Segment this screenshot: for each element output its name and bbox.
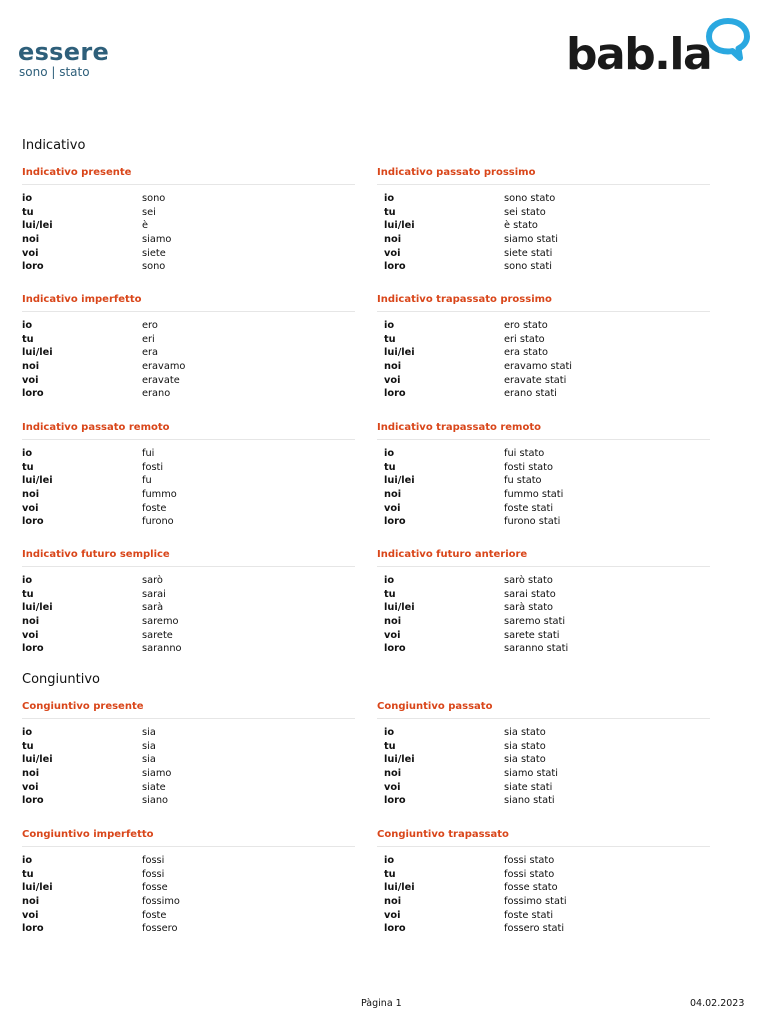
tense-divider	[22, 566, 355, 567]
pronoun: tu	[22, 588, 34, 600]
conjugation-row	[22, 233, 355, 247]
verb-form: sono	[142, 193, 166, 204]
conjugation-row	[377, 260, 710, 274]
pronoun: loro	[22, 261, 44, 273]
conjugation-row	[22, 726, 355, 740]
conjugation-row	[377, 881, 710, 895]
tense-divider	[22, 718, 355, 719]
pronoun: lui/lei	[384, 754, 415, 766]
verb-form: sarà	[142, 602, 164, 614]
verb-form: sarò stato	[504, 575, 553, 586]
verb-form: sarà stato	[504, 602, 554, 614]
verb-form: era	[142, 347, 159, 359]
pronoun: tu	[384, 333, 396, 345]
conjugation-row	[22, 447, 355, 461]
conjugation-row	[377, 461, 710, 475]
tense-title: Indicativo futuro anteriore	[377, 549, 528, 560]
verb-form: fosti stato	[504, 461, 554, 473]
pronoun: noi	[22, 896, 40, 908]
verb-form: fu	[142, 475, 152, 487]
conjugation-row	[377, 333, 710, 347]
pronoun: lui/lei	[22, 220, 53, 232]
pronoun: lui/lei	[22, 347, 53, 359]
tense-title: Indicativo presente	[22, 167, 132, 178]
verb-principal-parts: sono | stato	[19, 65, 90, 79]
tense-title: Indicativo passato prossimo	[377, 167, 536, 178]
verb-form: eri	[142, 333, 155, 345]
conjugation-row	[22, 794, 355, 808]
verb-form: fui	[142, 448, 155, 459]
verb-form: eravate	[142, 374, 180, 386]
verb-form: sarete	[142, 629, 173, 641]
conjugation-row	[377, 854, 710, 868]
pronoun: tu	[22, 868, 34, 880]
verb-form: siamo	[142, 768, 172, 780]
conjugation-row	[377, 868, 710, 882]
tense-divider	[22, 439, 355, 440]
conjugation-row	[22, 319, 355, 333]
section-heading-congiuntivo: Congiuntivo	[22, 672, 100, 687]
conjugation-row	[377, 247, 710, 261]
section-heading-indicativo: Indicativo	[22, 138, 86, 153]
tense-title: Indicativo imperfetto	[22, 294, 142, 305]
pronoun: loro	[384, 923, 406, 935]
tense-block	[377, 828, 710, 936]
tense-title: Congiuntivo passato	[377, 701, 493, 712]
verb-form: siete stati	[504, 247, 553, 259]
verb-form: fossi stato	[504, 855, 555, 866]
conjugation-row	[22, 574, 355, 588]
pronoun: loro	[384, 516, 406, 528]
verb-form: siano stati	[504, 795, 555, 807]
tense-block	[377, 421, 710, 529]
conjugation-row	[377, 319, 710, 333]
pronoun: voi	[384, 781, 401, 793]
conjugation-row	[377, 726, 710, 740]
tense-block	[22, 548, 355, 656]
pronoun: lui/lei	[384, 347, 415, 359]
verb-form: sarai stato	[504, 588, 556, 600]
conjugation-row	[22, 333, 355, 347]
conjugation-row	[377, 740, 710, 754]
tense-divider	[377, 718, 710, 719]
pronoun: io	[22, 193, 33, 204]
pronoun: noi	[22, 616, 40, 628]
tense-block	[377, 166, 710, 274]
conjugation-row	[377, 922, 710, 936]
verb-form: sia stato	[504, 727, 546, 738]
pronoun: lui/lei	[22, 754, 53, 766]
conjugation-row	[22, 488, 355, 502]
conjugation-row	[377, 642, 710, 656]
pronoun: tu	[384, 206, 396, 218]
pronoun: voi	[384, 374, 401, 386]
pronoun: voi	[384, 909, 401, 921]
conjugation-row	[377, 767, 710, 781]
pronoun: noi	[384, 768, 402, 780]
conjugation-row	[377, 515, 710, 529]
tense-divider	[22, 311, 355, 312]
pronoun: io	[22, 855, 33, 866]
verb-form: fummo	[142, 489, 177, 501]
verb-form: siamo stati	[504, 234, 558, 246]
verb-form: sono stato	[504, 193, 556, 204]
verb-form: sono stati	[504, 261, 552, 273]
pronoun: io	[384, 320, 395, 331]
verb-form: foste stati	[504, 502, 554, 514]
verb-form: fossimo	[142, 896, 180, 908]
pronoun: voi	[22, 247, 39, 259]
conjugation-row	[22, 601, 355, 615]
pronoun: voi	[22, 629, 39, 641]
conjugation-row	[377, 629, 710, 643]
verb-form: siate stati	[504, 781, 553, 793]
conjugation-row	[377, 601, 710, 615]
conjugation-row	[22, 909, 355, 923]
pronoun: io	[22, 727, 33, 738]
conjugation-row	[377, 387, 710, 401]
conjugation-row	[22, 260, 355, 274]
pronoun: loro	[384, 795, 406, 807]
verb-form: sarete stati	[504, 629, 560, 641]
verb-form: fossi	[142, 855, 165, 866]
pronoun: loro	[22, 643, 44, 655]
verb-form: siamo	[142, 234, 172, 246]
tense-block	[22, 166, 355, 274]
footer-date: 04.02.2023	[690, 998, 745, 1009]
pronoun: tu	[22, 333, 34, 345]
tense-divider	[377, 846, 710, 847]
tense-title: Indicativo futuro semplice	[22, 549, 170, 560]
conjugation-row	[377, 781, 710, 795]
verb-form: era stato	[504, 347, 548, 359]
pronoun: io	[384, 855, 395, 866]
verb-form: foste	[142, 909, 167, 921]
pronoun: voi	[22, 502, 39, 514]
verb-form: siate	[142, 781, 166, 793]
verb-form: ero	[142, 320, 158, 331]
conjugation-row	[22, 868, 355, 882]
verb-form: erano stati	[504, 388, 557, 400]
page-header	[0, 0, 768, 110]
tense-title: Congiuntivo trapassato	[377, 829, 509, 840]
conjugation-row	[22, 854, 355, 868]
verb-form: sei stato	[504, 206, 546, 218]
conjugation-row	[22, 753, 355, 767]
pronoun: voi	[384, 629, 401, 641]
conjugation-row	[22, 740, 355, 754]
pronoun: loro	[22, 388, 44, 400]
verb-form: sei	[142, 206, 156, 218]
verb-form: fossero stati	[504, 923, 565, 935]
conjugation-row	[22, 206, 355, 220]
pronoun: loro	[22, 923, 44, 935]
pronoun: loro	[384, 388, 406, 400]
verb-form: furono	[142, 516, 174, 528]
verb-form: eravamo stati	[504, 361, 573, 373]
conjugation-row	[377, 206, 710, 220]
verb-title: essere	[18, 38, 110, 66]
verb-form: eri stato	[504, 333, 545, 345]
pronoun: io	[22, 575, 33, 586]
conjugation-row	[22, 192, 355, 206]
verb-form: saranno stati	[504, 643, 569, 655]
verb-form: siamo stati	[504, 768, 558, 780]
verb-form: sia stato	[504, 754, 546, 766]
tense-title: Indicativo trapassato prossimo	[377, 294, 552, 305]
pronoun: noi	[384, 361, 402, 373]
verb-form: sarai	[142, 588, 166, 600]
verb-form: saranno	[142, 643, 182, 655]
conjugation-row	[377, 909, 710, 923]
footer-page-number: Pàgina 1	[361, 998, 402, 1009]
tense-block	[22, 700, 355, 808]
verb-form: saremo stati	[504, 616, 566, 628]
speech-bubble-icon	[706, 18, 750, 62]
pronoun: io	[384, 448, 395, 459]
pronoun: noi	[384, 489, 402, 501]
tense-divider	[377, 439, 710, 440]
conjugation-row	[377, 346, 710, 360]
conjugation-row	[22, 374, 355, 388]
tense-divider	[22, 846, 355, 847]
pronoun: tu	[22, 461, 34, 473]
pronoun: voi	[22, 781, 39, 793]
conjugation-row	[22, 922, 355, 936]
verb-form: siete	[142, 247, 166, 259]
verb-form: eravate stati	[504, 374, 567, 386]
conjugation-row	[22, 247, 355, 261]
pronoun: noi	[384, 896, 402, 908]
conjugation-row	[377, 233, 710, 247]
pronoun: tu	[384, 740, 396, 752]
conjugation-row	[377, 794, 710, 808]
conjugation-row	[377, 219, 710, 233]
conjugation-row	[22, 767, 355, 781]
tense-title: Indicativo trapassato remoto	[377, 422, 541, 433]
pronoun: lui/lei	[22, 475, 53, 487]
pronoun: noi	[22, 234, 40, 246]
conjugation-row	[22, 615, 355, 629]
conjugation-row	[377, 615, 710, 629]
conjugation-row	[377, 588, 710, 602]
conjugation-row	[22, 881, 355, 895]
pronoun: lui/lei	[384, 602, 415, 614]
conjugation-row	[22, 474, 355, 488]
conjugation-row	[22, 461, 355, 475]
conjugation-row	[22, 360, 355, 374]
tense-title: Congiuntivo imperfetto	[22, 829, 154, 840]
verb-form: fu stato	[504, 475, 542, 487]
tense-divider	[377, 311, 710, 312]
pronoun: lui/lei	[384, 475, 415, 487]
pronoun: tu	[22, 740, 34, 752]
tense-block	[22, 828, 355, 936]
tense-divider	[377, 566, 710, 567]
conjugation-row	[377, 502, 710, 516]
conjugation-row	[22, 895, 355, 909]
verb-form: sia	[142, 754, 156, 766]
verb-form: sia	[142, 727, 156, 738]
pronoun: lui/lei	[384, 882, 415, 894]
verb-form: eravamo	[142, 361, 186, 373]
pronoun: noi	[384, 234, 402, 246]
conjugation-row	[22, 515, 355, 529]
verb-form: fossimo stati	[504, 896, 567, 908]
conjugation-row	[22, 642, 355, 656]
pronoun: tu	[384, 588, 396, 600]
verb-form: siano	[142, 795, 169, 807]
conjugation-row	[22, 781, 355, 795]
pronoun: io	[384, 727, 395, 738]
babla-logo[interactable]	[566, 18, 756, 82]
pronoun: lui/lei	[22, 602, 53, 614]
conjugation-row	[377, 474, 710, 488]
conjugation-row	[22, 502, 355, 516]
pronoun: voi	[22, 374, 39, 386]
verb-form: fosse	[142, 882, 168, 894]
conjugation-row	[377, 360, 710, 374]
verb-form: fossi	[142, 868, 165, 880]
pronoun: loro	[384, 261, 406, 273]
conjugation-row	[377, 488, 710, 502]
verb-form: fummo stati	[504, 489, 564, 501]
verb-form: foste	[142, 502, 167, 514]
pronoun: io	[22, 320, 33, 331]
tense-block	[377, 548, 710, 656]
tense-divider	[377, 184, 710, 185]
conjugation-row	[377, 574, 710, 588]
pronoun: voi	[22, 909, 39, 921]
verb-form: fossi stato	[504, 868, 555, 880]
conjugation-row	[377, 447, 710, 461]
verb-form: sia	[142, 740, 156, 752]
verb-form: ero stato	[504, 320, 548, 331]
verb-form: fosse stato	[504, 882, 558, 894]
pronoun: voi	[384, 247, 401, 259]
verb-form: fosti	[142, 461, 164, 473]
conjugation-row	[377, 192, 710, 206]
tense-block	[377, 293, 710, 401]
verb-form: sarò	[142, 575, 163, 586]
tense-title: Indicativo passato remoto	[22, 422, 170, 433]
pronoun: loro	[22, 795, 44, 807]
conjugation-row	[22, 588, 355, 602]
tense-block	[377, 700, 710, 808]
verb-form: sono	[142, 261, 166, 273]
logo-wordmark: bab.la	[566, 29, 712, 80]
conjugation-row	[22, 219, 355, 233]
conjugation-row	[377, 895, 710, 909]
verb-form: erano	[142, 388, 171, 400]
pronoun: lui/lei	[22, 882, 53, 894]
pronoun: tu	[22, 206, 34, 218]
pronoun: io	[384, 575, 395, 586]
pronoun: loro	[22, 516, 44, 528]
conjugation-row	[22, 629, 355, 643]
tense-title: Congiuntivo presente	[22, 701, 144, 712]
tense-block	[22, 421, 355, 529]
pronoun: noi	[22, 489, 40, 501]
pronoun: noi	[22, 361, 40, 373]
pronoun: tu	[384, 868, 396, 880]
pronoun: lui/lei	[384, 220, 415, 232]
verb-form: saremo	[142, 616, 179, 628]
pronoun: loro	[384, 643, 406, 655]
verb-form: fossero	[142, 923, 178, 935]
verb-form: è stato	[504, 220, 538, 232]
pronoun: io	[22, 448, 33, 459]
tense-block	[22, 293, 355, 401]
verb-form: furono stati	[504, 516, 561, 528]
conjugation-row	[22, 387, 355, 401]
verb-form: è	[142, 220, 149, 232]
verb-form: foste stati	[504, 909, 554, 921]
pronoun: noi	[22, 768, 40, 780]
pronoun: voi	[384, 502, 401, 514]
conjugation-row	[377, 753, 710, 767]
pronoun: io	[384, 193, 395, 204]
verb-form: fui stato	[504, 448, 545, 459]
pronoun: noi	[384, 616, 402, 628]
conjugation-row	[377, 374, 710, 388]
verb-form: sia stato	[504, 740, 546, 752]
tense-divider	[22, 184, 355, 185]
conjugation-row	[22, 346, 355, 360]
pronoun: tu	[384, 461, 396, 473]
